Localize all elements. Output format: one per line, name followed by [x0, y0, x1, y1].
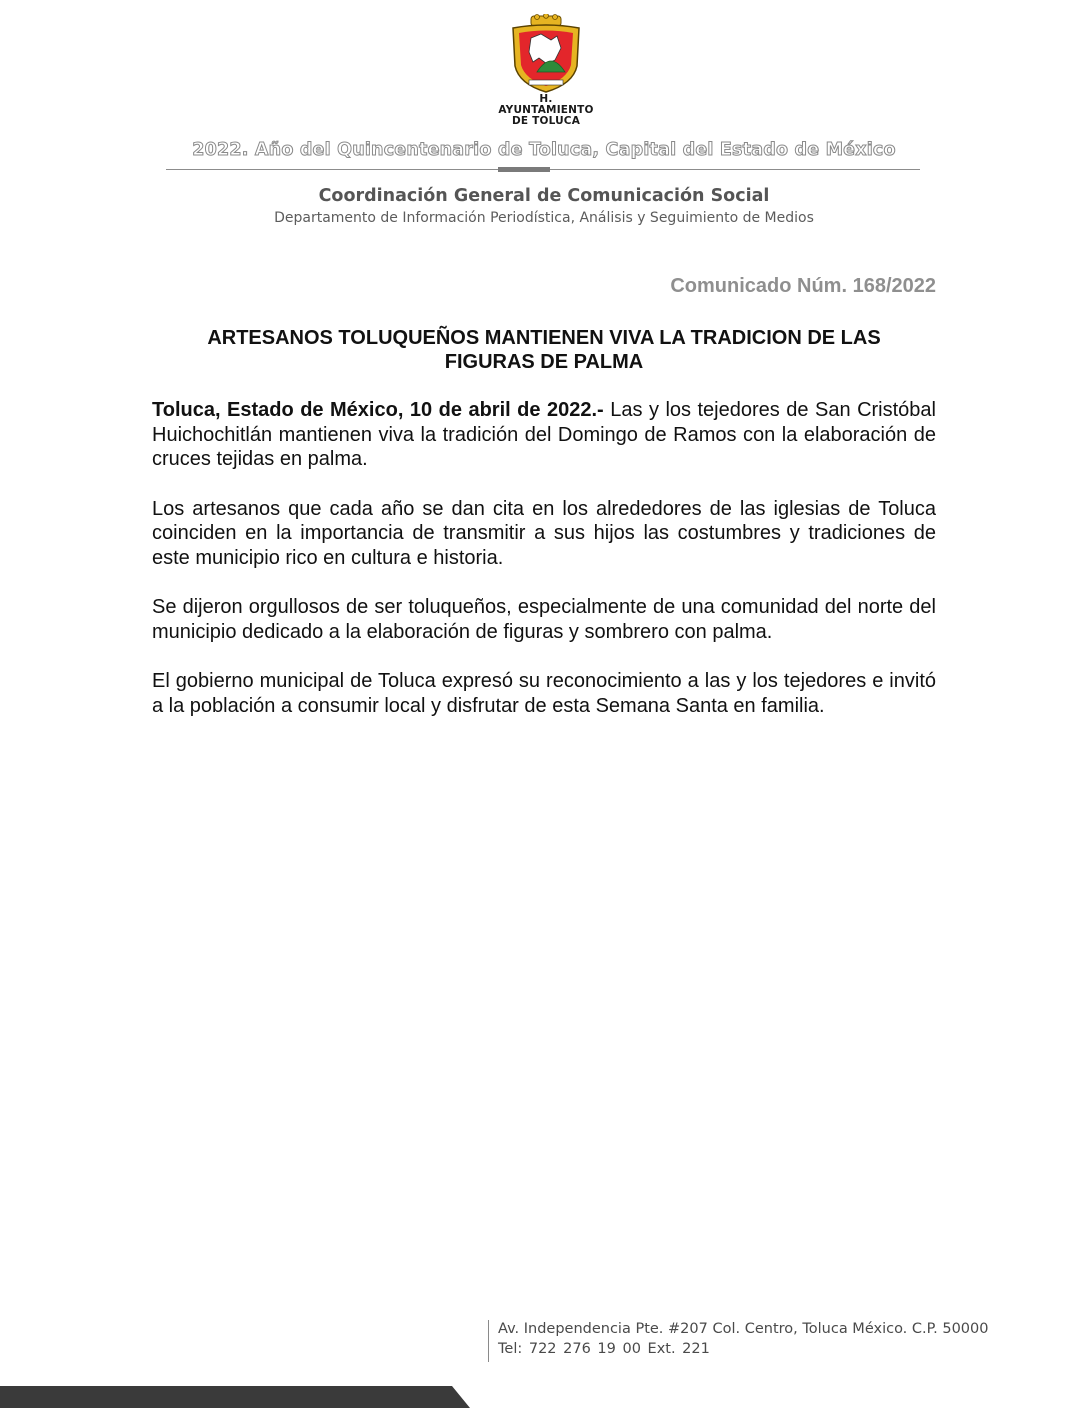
bottom-decorative-band [0, 1386, 470, 1408]
coordination-title: Coordinación General de Comunicación Social [318, 186, 770, 206]
communique-number: Comunicado Núm. 168/2022 [670, 275, 936, 297]
press-release-body [152, 398, 936, 743]
paragraph-1-text: Las y los tejedores de San Cristóbal Huichochitlán mantienen viva la tradición del Domingo de Ramos con la elaboración de cruces tejidas en palma. [152, 399, 936, 470]
paragraph-4: El gobierno municipal de Toluca expresó su reconocimiento a las y los tejedores e invitó a la población a consumir local y disfrutar de esta Semana Santa en familia. [152, 670, 936, 717]
footer-phone: Tel: 722 276 19 00 Ext. 221 [498, 1341, 710, 1357]
paragraph-3: Se dijeron orgullosos de ser toluqueños, especialmente de una comunidad del norte del municipio dedicado a la elaboración de figuras y sombrero con palma. [152, 596, 936, 643]
toluca-shield-icon [507, 14, 585, 94]
footer-divider [488, 1320, 489, 1362]
title-line-1: ARTESANOS TOLUQUEÑOS MANTIENEN VIVA LA TRADICION DE LAS [207, 327, 881, 349]
logo-line-1: H. AYUNTAMIENTO [498, 93, 594, 116]
press-release-title [152, 326, 936, 374]
title-line-2: FIGURAS DE PALMA [444, 351, 644, 373]
year-banner: 2022. Año del Quincentenario de Toluca, Capital del Estado de México [192, 140, 896, 160]
coat-of-arms-logo [490, 14, 602, 127]
paragraph-1 [152, 398, 936, 472]
logo-line-2: DE TOLUCA [511, 115, 581, 127]
footer-address: Av. Independencia Pte. #207 Col. Centro, Toluca México. C.P. 50000 [498, 1321, 989, 1337]
department-subtitle: Departamento de Información Periodística, Análisis y Seguimiento de Medios [274, 210, 814, 226]
paragraph-2: Los artesanos que cada año se dan cita en los alrededores de las iglesias de Toluca coinciden en la importancia de transmitir a sus hijos las costumbres y tradiciones de este municipio rico en cultura e historia. [152, 497, 936, 569]
dateline: Toluca, Estado de México, 10 de abril de 2022.- [152, 399, 604, 421]
header-divider-accent [498, 167, 550, 172]
